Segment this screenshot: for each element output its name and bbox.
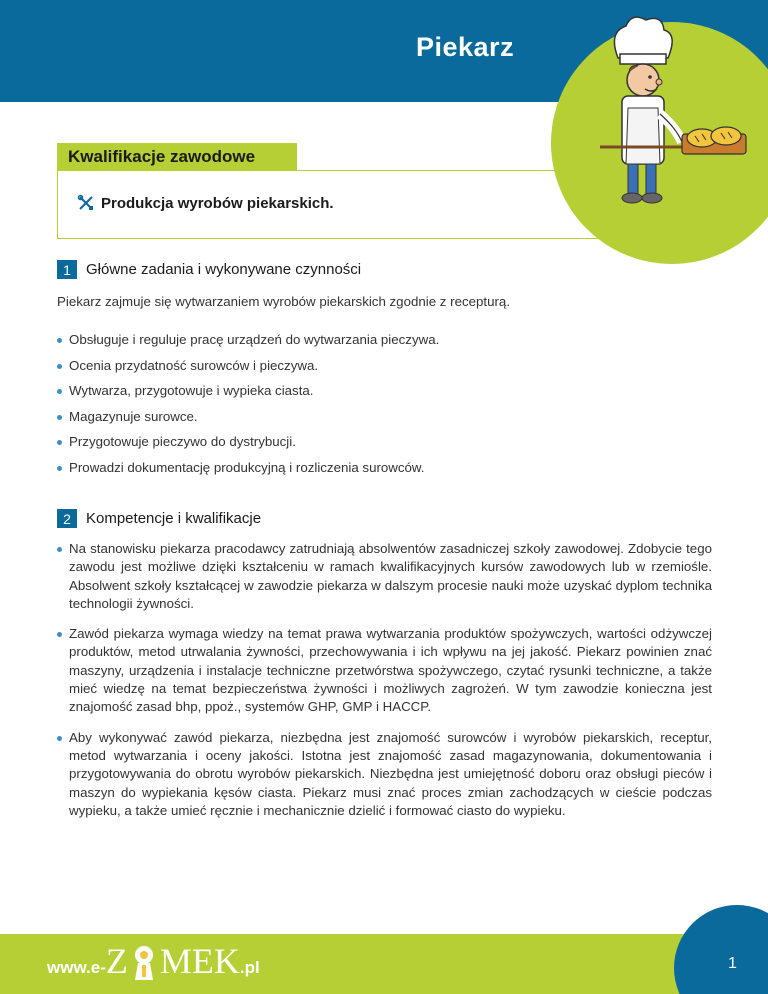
qualifications-divider [297, 170, 597, 171]
section-2-title: Kompetencje i kwalifikacje [86, 510, 262, 527]
section-1-header [57, 260, 361, 279]
list-item: Aby wykonywać zawód piekarza, niezbędna jest znajomość surowców i wyrobów piekarskich, receptur, metod wytwarzania i oceny jakości. Istotna jest znajomość zasad magazynowania, dokumentowania i przygotowywania do obrotu wyrobów piekarskich. Niezbędna jest umiejętność doboru oraz obsługi pieców i maszyn do wypiekania kęsów ciasta. Piekarz musi znać proces zmian zachodzących w cieście podczas wypieku, a także umieć ręcznie i mechanicznie dzielić i formować ciasto do wypieku. [57, 729, 712, 820]
page-number: 1 [728, 955, 737, 972]
list-item: Obsługuje i reguluje pracę urządzeń do wytwarzania pieczywa. [57, 331, 439, 357]
list-item: Na stanowisku piekarza pracodawcy zatrudniają absolwentów zasadniczej szkoły zawodowej. Zdobycie tego zawodu jest możliwe dzięki kształceniu w ramach kwalifikacyjnych kursów zawodowych lub w rzemiośle. Absolwent szkoły kształcącej w zawodzie piekarza w dalszym procesie nauki może uzyskać dyplom technika technologii żywności. [57, 540, 712, 613]
qualifications-title: Kwalifikacje zawodowe [68, 147, 256, 166]
section-1-list [57, 331, 439, 485]
logo-prefix: www.e- [47, 958, 106, 977]
section-1-title: Główne zadania i wykonywane czynności [86, 261, 362, 278]
list-item: Przygotowuje pieczywo do dystrybucji. [57, 433, 439, 459]
site-logo[interactable] [47, 941, 260, 981]
section-2-header [57, 509, 261, 528]
section-2-list [57, 540, 712, 832]
tools-icon [77, 194, 95, 212]
list-item: Magazynuje surowce. [57, 408, 439, 434]
keyhole-icon [129, 943, 159, 981]
section-2-number: 2 [57, 509, 77, 528]
logo-z: Z [105, 941, 128, 981]
list-item: Ocenia przydatność surowców i pieczywa. [57, 357, 439, 383]
list-item: Zawód piekarza wymaga wiedzy na temat prawa wytwarzania produktów spożywczych, wartości odżywczej produktów, metod utrwalania żywności, przechowywania i ich wpływu na jej jakość. Piekarz powinien znać maszyny, urządzenia i instalacje techniczne przetwórstwa spożywczego, czytać rysunki techniczne, a także mieć wiedzę na temat bezpieczeństwa żywności i możliwych zagrożeń. W tym zawodzie konieczna jest znajomość zasad bhp, ppoż., systemów GHP, GMP i HACCP. [57, 625, 712, 716]
section-1-intro: Piekarz zajmuje się wytwarzaniem wyrobów piekarskich zgodnie z recepturą. [57, 294, 511, 309]
logo-mek: MEK [159, 941, 240, 981]
list-item: Wytwarza, przygotowuje i wypieka ciasta. [57, 382, 439, 408]
logo-suffix: .pl [239, 958, 260, 977]
qualification-item: Produkcja wyrobów piekarskich. [101, 195, 334, 212]
page-number-circle [674, 905, 768, 994]
section-1-number: 1 [57, 260, 77, 279]
page-title: Piekarz [416, 32, 515, 62]
list-item: Prowadzi dokumentację produkcyjną i rozliczenia surowców. [57, 459, 439, 485]
